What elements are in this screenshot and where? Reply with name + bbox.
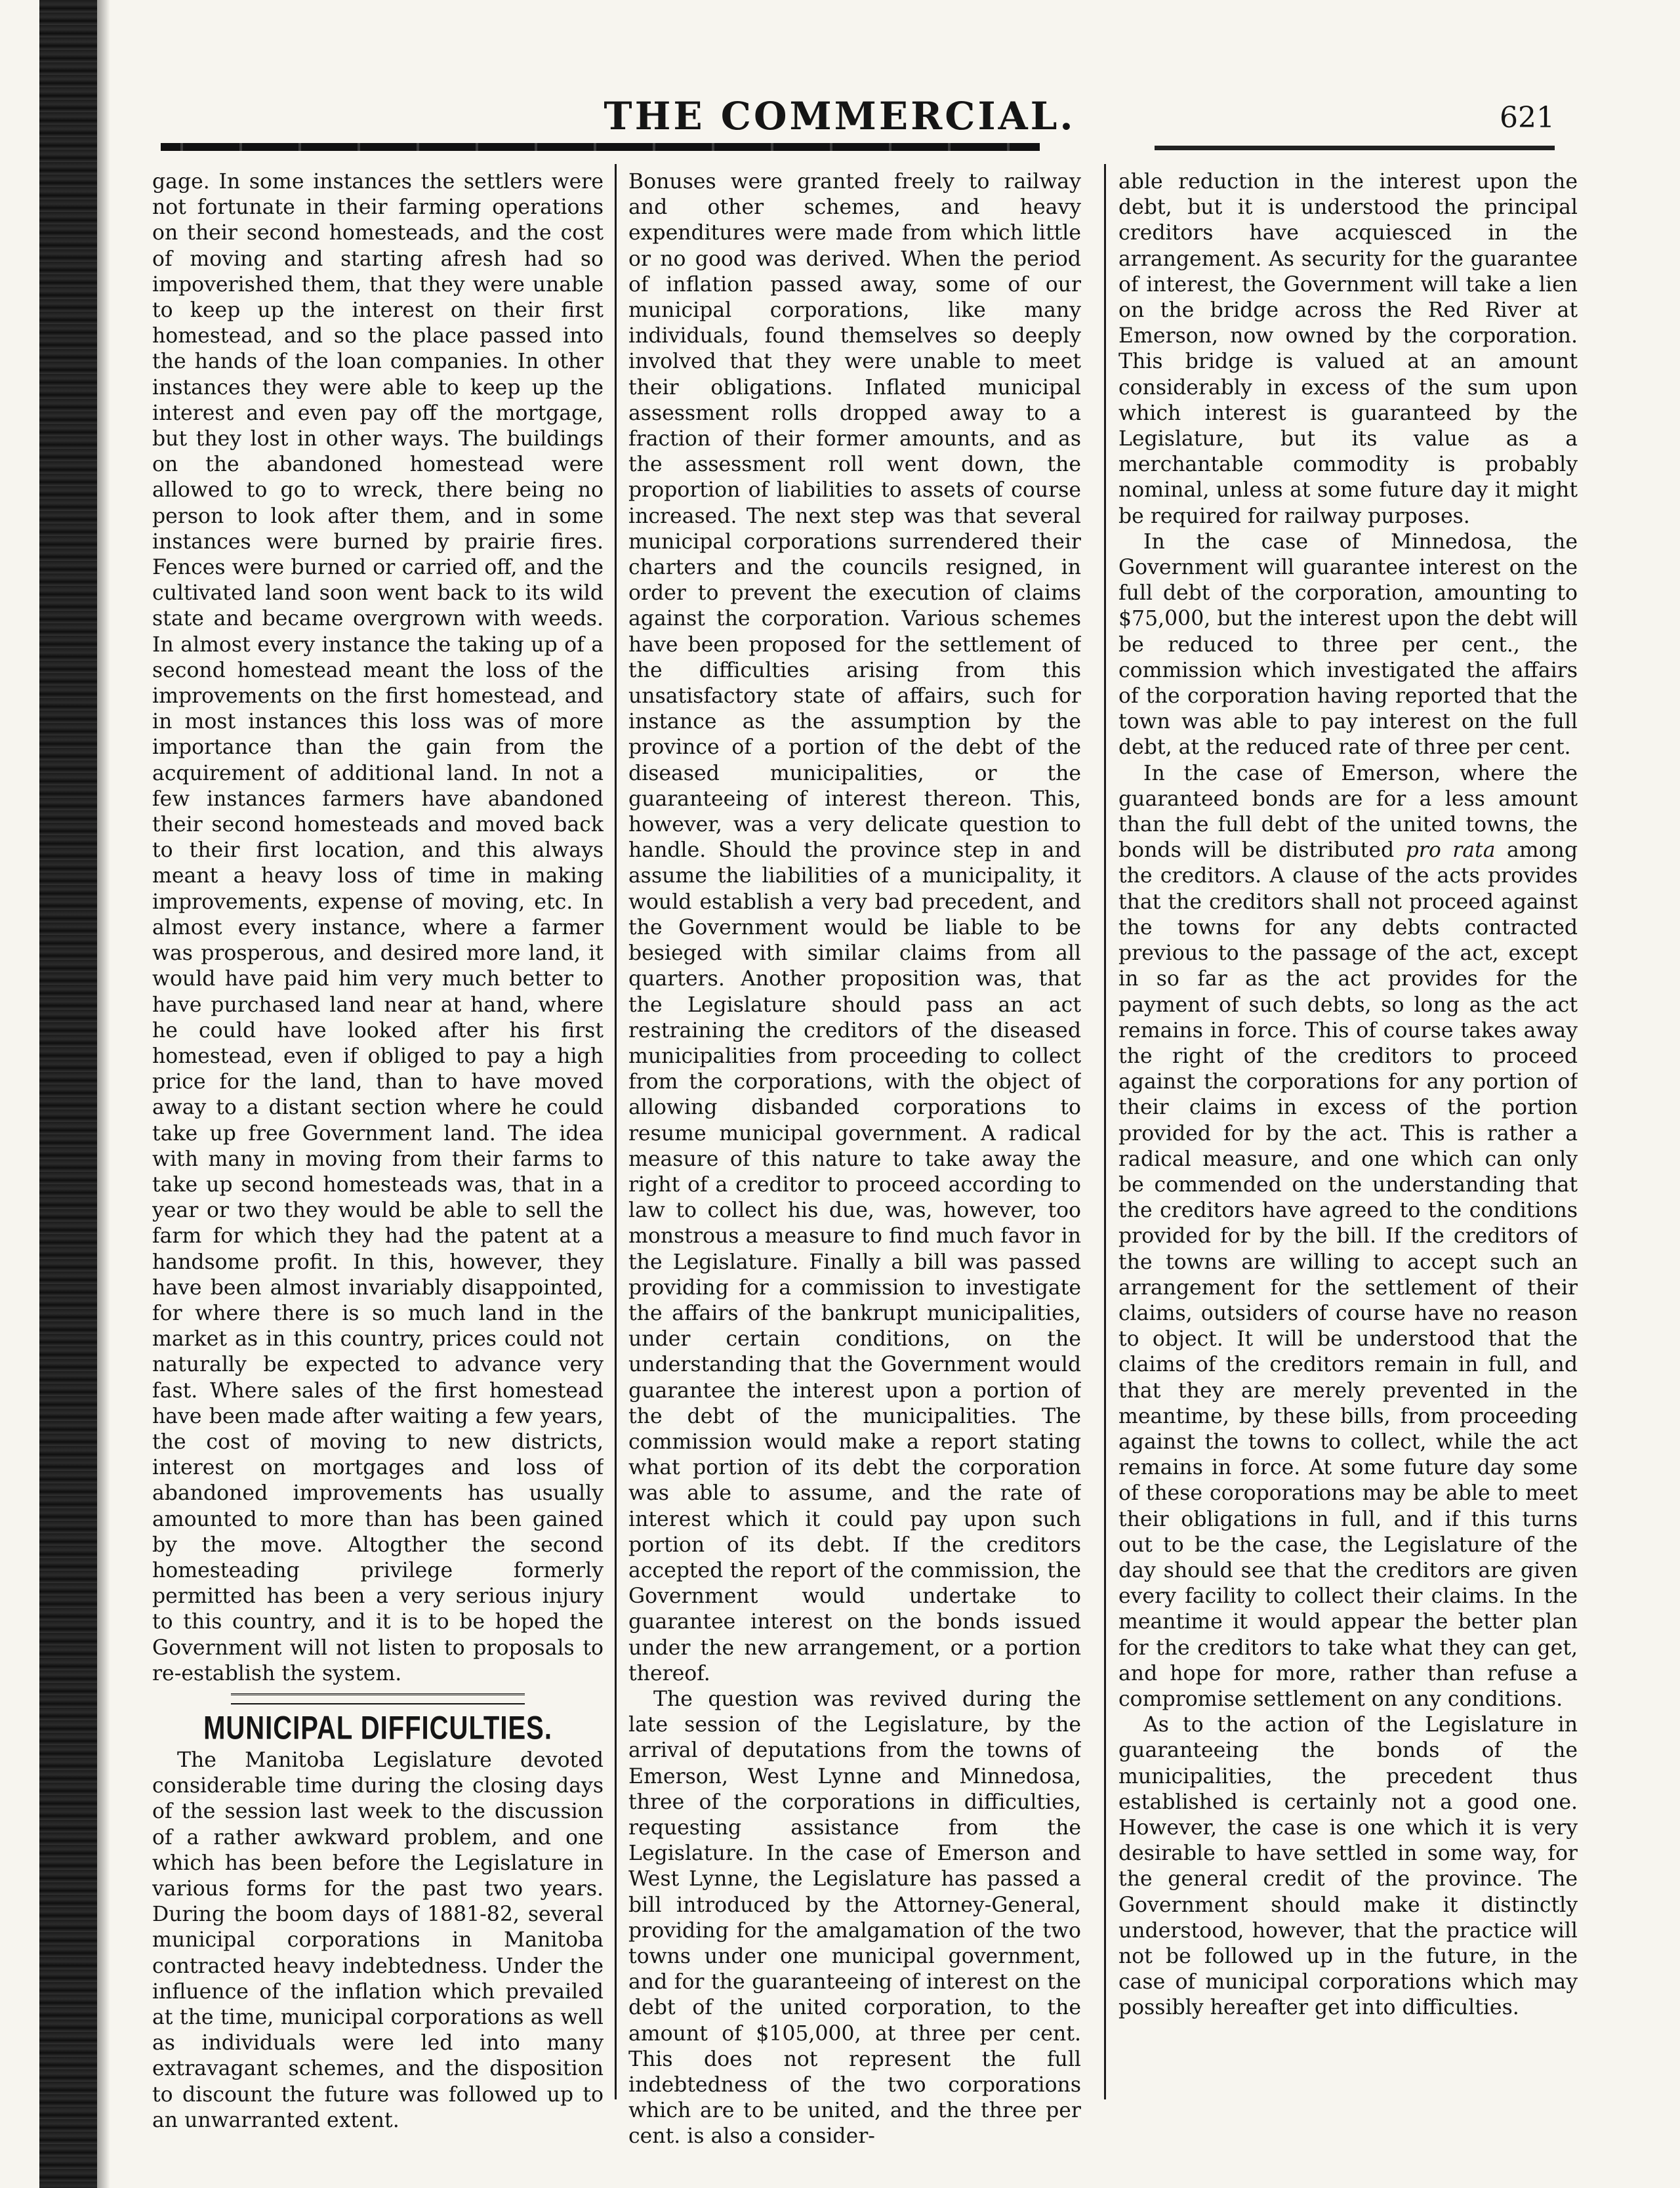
column-divider-1 [615, 164, 617, 2099]
section-heading-municipal-difficulties: MUNICIPAL DIFFICULTIES. [203, 1710, 552, 1746]
header-rule-right [1155, 146, 1555, 150]
column-divider-2 [1104, 164, 1106, 2099]
article-column-2 [628, 169, 1081, 2164]
legislature-action-paragraph: As to the action of the Legislature in guaranteeing the bonds of the municipalities, the precedent thus established is certainly not a good one. However, the case is one which it is very desirable to have settled in some way, for the general credit of the province. The Government should make it distinctly understood, however, that the practice will not be followed up in the future, in the case of municipal corporations which may possibly hereafter get into difficulties. [1118, 1713, 1578, 2020]
reduction-paragraph: able reduction in the interest upon the debt, but it is understood the principal creditors have acquiesced in the arrangement. As security for the guarantee of interest, the Government will take a lien on the bridge across the Red River at Emerson, now owned by the corporation. This bridge is valued at an amount considerably in excess of the sum upon which interest is guaranteed by the Legislature, but its value as a merchantable commodity is probably nominal, unless at some future day it might be required for railway purposes. [1118, 170, 1578, 528]
homestead-paragraph: gage. In some instances the settlers were not fortunate in their farming operations on their second homesteads, and the cost of moving and starting afresh had so impoverished them, that they were unable to keep up the interest on their first homestead, and so the place passed into the hands of the loan companies. In other instances they were able to keep up the interest and even pay off the mortgage, but they lost in other ways. The buildings on the abandoned homestead were allowed to go to wreck, there being no person to look after them, and in some instances were burned by prairie fires. Fences were burned or carried off, and the cultivated land soon went back to its wild state and became overgrown with weeds. In almost every instance the taking up of a second homestead meant the loss of the improvements on the first homestead, and in most instances this loss was of more importance than the gain from the acquirement of additional land. In not a few instances farmers have abandoned their second homesteads and moved back to their first location, and this always meant a heavy loss of time in making improvements, expense of moving, etc. In almost every instance, where a farmer was prosperous, and desired more land, it would have paid him very much better to have purchased land near at hand, where he could have looked after his first homestead, even if obliged to pay a high price for the land, than to have moved away to a distant section where he could take up free Government land. The idea with many in moving from their farms to take up second homesteads was, that in a year or two they would be able to sell the farm for which they had the patent at a handsome profit. In this, however, they have been almost invariably disappointed, for where there is so much land in the market as in this country, prices could not naturally be expected to advance very fast. Where sales of the first homestead have been made after waiting a few years, the cost of moving to new districts, interest on mortgages and loss of abandoned improvements has usually amounted to more than has been gained by the move. Altogther the second homesteading privilege formerly permitted has been a very serious injury to this country, and it is to be hoped the Government will not listen to proposals to re-establish the system. [152, 170, 604, 1685]
minnedosa-paragraph: In the case of Minnedosa, the Government will guarantee interest on the full debt of the corporation, amounting to $75,000, but the interest upon the debt will be reduced to three per cent., the commission which investigated the affairs of the corporation having reported that the town was able to pay interest on the full debt, at the reduced rate of three per cent. [1118, 529, 1578, 760]
emerson-text-a: In the case of Emerson, where the guaranteed bonds are for a less amount than the full debt of the united towns, the bonds will be distributed [1118, 761, 1578, 863]
header-rule-left [161, 143, 1040, 151]
article-column-3 [1118, 169, 1578, 2164]
pro-rata-italic: pro rata [1405, 838, 1496, 863]
question-revived-paragraph: The question was revived during the late session of the Legislature, by the arrival of deputations from the towns of Emerson, West Lynne and Minnedosa, three of the corporations in difficulties, requesting assistance from the Legislature. In the case of Emerson and West Lynne, the Legislature has passed a bill introduced by the Attorney-General, providing for the amalgamation of the two towns under one municipal government, and for the guaranteeing of interest on the debt of the united corporation, to the amount of $105,000, at three per cent. This does not represent the full indebtedness of the two corporations which are to be united, and the three per cent. is also a consider- [628, 1687, 1081, 2149]
page-binding-edge [39, 0, 97, 2188]
municipal-intro-paragraph: The Manitoba Legislature devoted considerable time during the closing days of the session last week to the discussion of a rather awkward problem, and one which has been before the Legislature in various forms for the past two years. During the boom days of 1881-82, several municipal corporations in Manitoba contracted heavy indebtedness. Under the influence of the inflation which prevailed at the time, municipal corporations as well as individuals were led into many extravagant schemes, and the disposition to discount the future was followed up to an unwarranted extent. [152, 1748, 604, 2132]
masthead-title: THE COMMERCIAL. [604, 94, 1076, 138]
bonuses-paragraph: Bonuses were granted freely to railway and other schemes, and heavy expenditures were made from which little or no good was derived. When the period of inflation passed away, some of our municipal corporations, like many individuals, found themselves so deeply involved that they were unable to meet their obligations. Inflated municipal assessment rolls dropped away to a fraction of their former amounts, and as the assessment roll went down, the proportion of liabilities to assets of course increased. The next step was that several municipal corporations surrendered their charters and the councils resigned, in order to prevent the execution of claims against the corporation. Various schemes have been proposed for the settlement of the difficulties arising from this unsatisfactory state of affairs, such for instance as the assumption by the province of a portion of the debt of the diseased municipalities, or the guaranteeing of interest thereon. This, however, was a very delicate question to handle. Should the province step in and assume the liabilities of a municipality, it would establish a very bad precedent, and the Government would be liable to be besieged with similar claims from all quarters. Another proposition was, that the Legislature should pass an act restraining the creditors of the diseased municipalities from proceeding to collect from the corporations, with the object of allowing disbanded corporations to resume municipal government. A radical measure of this nature to take away the right of a creditor to proceed according to law to collect his due, was, however, too monstrous a measure to find much favor in the Legislature. Finally a bill was passed providing for a commission to investigate the affairs of the bankrupt municipalities, under certain conditions, on the understanding that the Government would guarantee the interest upon a portion of the debt of the municipalities. The commission would make a report stating what portion of its debt the corporation was able to assume, and the rate of interest which it could pay upon such portion of its debt. If the creditors accepted the report of the commission, the Government would undertake to guarantee interest on the bonds issued under the new arrangement, or a portion thereof. [628, 170, 1081, 1685]
article-column-1 [152, 169, 604, 2164]
section-divider [231, 1693, 525, 1704]
emerson-text-b: among the creditors. A clause of the acts provides that the creditors shall not proceed against the towns for any debts contracted previous to the passage of the act, except in so far as the act provides for the payment of such debts, so long as the act remains in force. This of course takes away the right of the creditors to proceed against the corporations for any portion of their claims in excess of the portion provided for by the act. This is rather a radical measure, and one which can only be commended on the understanding that the creditors have agreed to the conditions provided for by the bill. If the creditors of the towns are willing to accept such an arrangement for the settlement of their claims, outsiders of course have no reason to object. It will be understood that the claims of the creditors remain in full, and that they are merely prevented in the meantime, by these bills, from proceeding against the towns to collect, while the act remains in force. At some future day some of these coroporations may be able to meet their obligations in full, and if this turns out to be the case, the Legislature of the day should see that the creditors are given every facility to collect their claims. In the meantime it would appear the better plan for the creditors to take what they can get, and hope for more, rather than refuse a compromise settlement on any conditions. [1118, 838, 1578, 1711]
page-number: 621 [1500, 101, 1555, 134]
emerson-paragraph [1118, 761, 1578, 1713]
